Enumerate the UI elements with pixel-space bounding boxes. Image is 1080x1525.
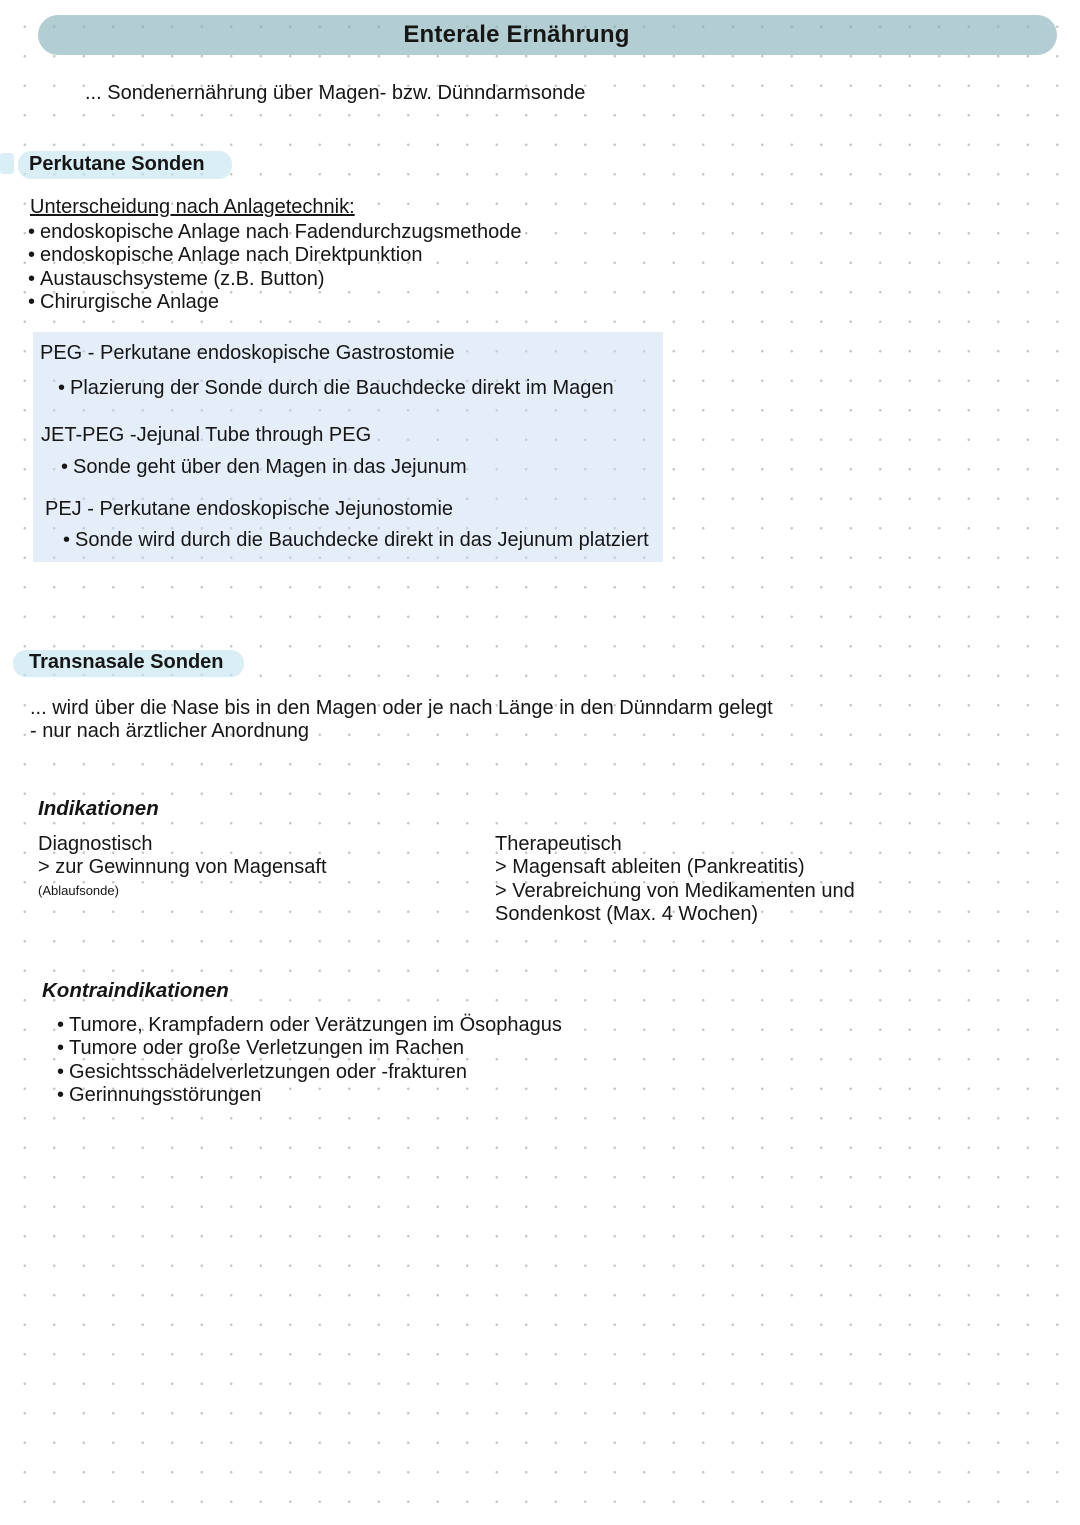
therapeutisch-line: > Magensaft ableiten (Pankreatitis)	[495, 856, 805, 879]
bullet-icon: •	[28, 290, 36, 313]
therapeutisch-line: Sondenkost (Max. 4 Wochen)	[495, 902, 759, 925]
bullet-icon: •	[28, 221, 36, 243]
list-item	[28, 244, 521, 267]
list-item-text: endoskopische Anlage nach Fadendurchzugsmethode	[40, 221, 522, 243]
bullet-icon: •	[57, 1014, 65, 1036]
peg-title: PEG - Perkutane endoskopische Gastrostomie	[40, 342, 455, 364]
list-item-text: Austauschsysteme (z.B. Button)	[40, 267, 325, 290]
sonden-info-box	[33, 332, 663, 562]
list-item-text: Tumore, Krampfadern oder Verätzungen im Ösophagus	[69, 1014, 562, 1036]
bullet-icon: •	[63, 529, 71, 551]
jet-peg-title: JET-PEG -Jejunal Tube through PEG	[41, 424, 372, 446]
list-item	[28, 291, 521, 314]
list-item-text: Gesichtsschädelverletzungen oder -frakturen	[69, 1060, 468, 1083]
diagnostisch-title: Diagnostisch	[38, 833, 153, 855]
section-heading-text: Perkutane Sonden	[29, 153, 205, 175]
section-heading-transnasale-sonden	[13, 650, 244, 677]
jet-peg-detail-text: Sonde geht über den Magen in das Jejunum	[73, 456, 467, 478]
list-item	[28, 221, 521, 244]
peg-detail	[58, 377, 614, 400]
transnasale-description: ... wird über die Nase bis in den Magen oder je nach Länge in den Dünndarm gelegt	[30, 697, 773, 719]
list-item	[57, 1084, 562, 1107]
list-item-text: Chirurgische Anlage	[40, 290, 220, 313]
therapeutisch-title: Therapeutisch	[495, 833, 622, 855]
highlight-mark	[0, 153, 14, 174]
pej-title: PEJ - Perkutane endoskopische Jejunostomie	[45, 498, 454, 520]
bullet-icon: •	[57, 1083, 65, 1106]
bullet-icon: •	[57, 1060, 65, 1083]
bullet-icon: •	[28, 244, 36, 267]
pej-detail-text: Sonde wird durch die Bauchdecke direkt in das Jejunum platziert	[75, 529, 649, 551]
indikationen-heading: Indikationen	[38, 797, 159, 820]
pej-detail	[63, 529, 649, 552]
kontraindikationen-heading: Kontraindikationen	[42, 979, 229, 1002]
transnasale-note: - nur nach ärztlicher Anordnung	[30, 720, 310, 742]
indikationen-therapeutisch-column	[495, 833, 855, 926]
technique-subheading: Unterscheidung nach Anlagetechnik:	[30, 196, 355, 218]
list-item	[28, 268, 521, 291]
list-item-text: endoskopische Anlage nach Direktpunktion	[40, 244, 423, 267]
list-item	[57, 1014, 562, 1037]
diagnostisch-note: (Ablaufsonde)	[38, 882, 119, 898]
therapeutisch-line: > Verabreichung von Medikamenten und	[495, 879, 855, 902]
page-title-banner	[38, 15, 1057, 55]
kontraindikationen-list	[57, 1014, 562, 1107]
technique-list	[28, 221, 521, 314]
intro-subtitle: ... Sondenernährung über Magen- bzw. Dünndarmsonde	[85, 82, 586, 104]
indikationen-diagnostisch-column	[38, 833, 327, 899]
bullet-icon: •	[57, 1037, 65, 1060]
list-item-text: Tumore oder große Verletzungen im Rachen	[69, 1037, 465, 1060]
peg-detail-text: Plazierung der Sonde durch die Bauchdecke direkt im Magen	[70, 377, 614, 399]
diagnostisch-line: > zur Gewinnung von Magensaft	[38, 856, 327, 879]
bullet-icon: •	[58, 377, 66, 399]
page-title: Enterale Ernährung	[403, 21, 630, 48]
bullet-icon: •	[28, 267, 36, 290]
jet-peg-detail	[61, 456, 467, 479]
bullet-icon: •	[61, 456, 69, 478]
section-heading-text: Transnasale Sonden	[29, 651, 224, 673]
list-item	[57, 1037, 562, 1060]
list-item	[57, 1061, 562, 1084]
section-heading-perkutane-sonden	[18, 151, 232, 179]
list-item-text: Gerinnungsstörungen	[69, 1083, 262, 1106]
